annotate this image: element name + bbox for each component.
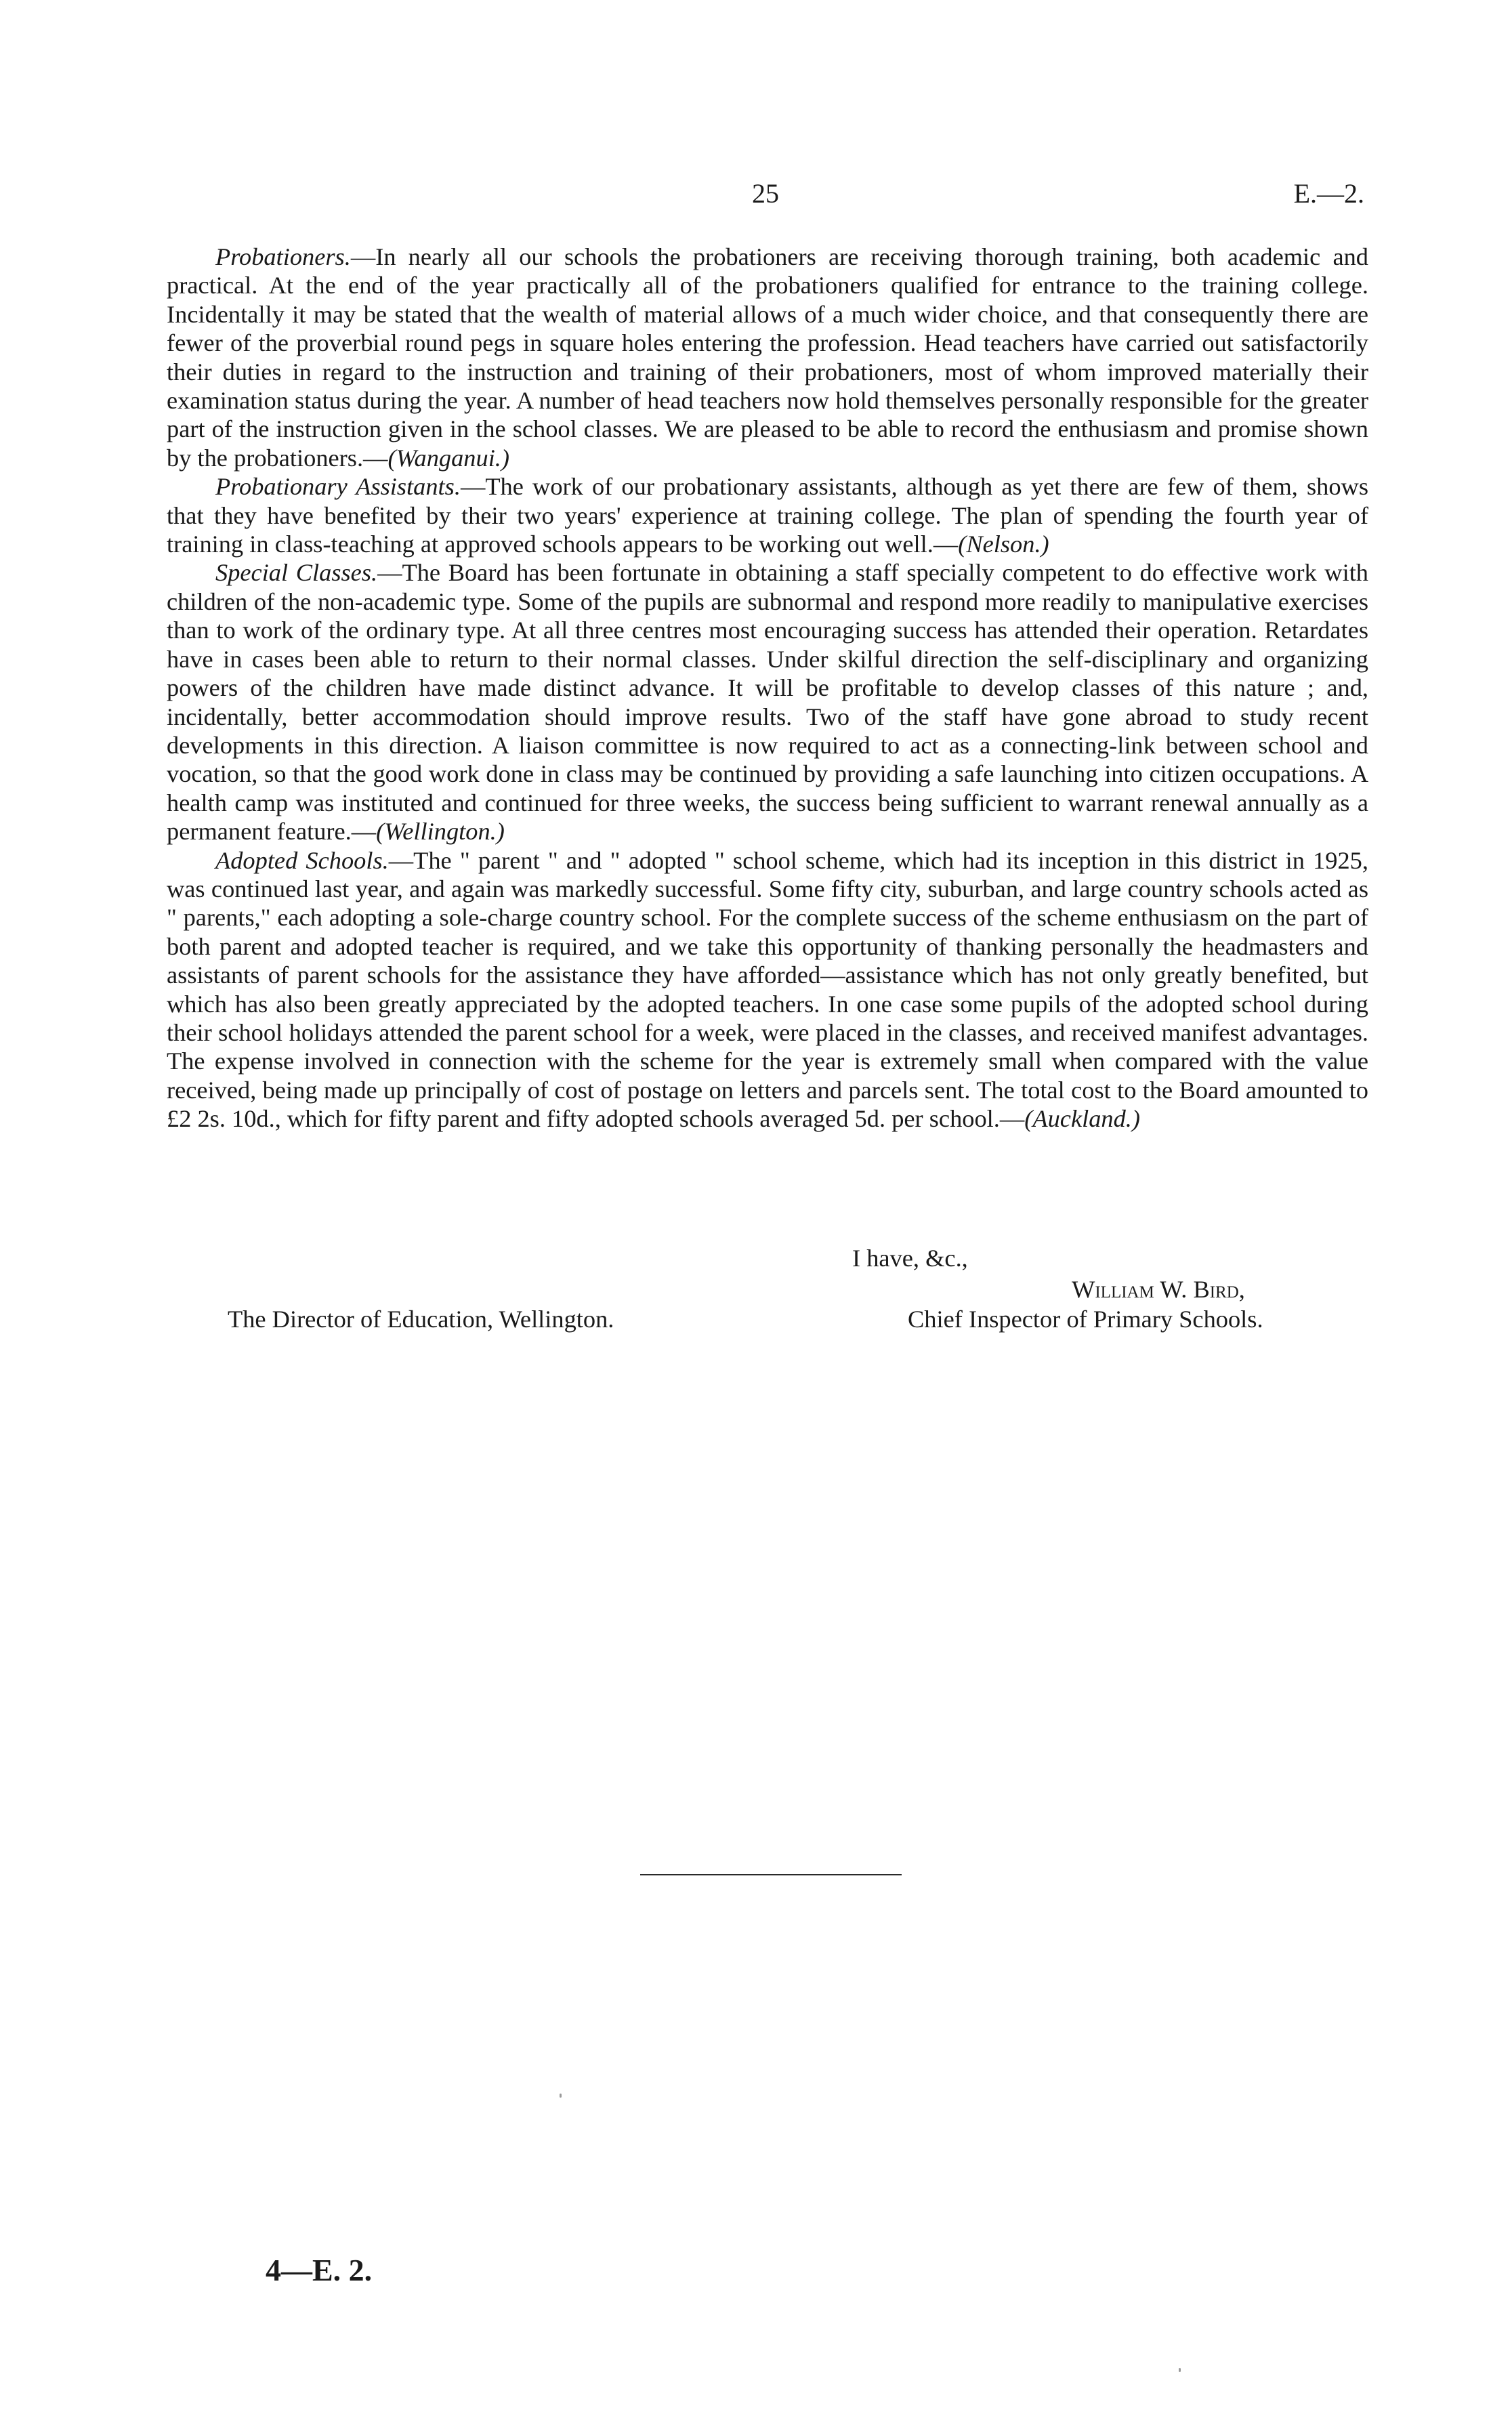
paragraph-source: (Wellington.) (376, 818, 505, 846)
paragraph-text: —The work of our probationary assistants, although as yet there are few of them, shows that they have benefited by their two years' experience at training college. The plan of spending the fourth year of training in class-teaching at approved schools appears to be working out well.— (167, 473, 1368, 558)
paragraph-source: (Nelson.) (958, 531, 1049, 558)
paragraph-source: (Auckland.) (1024, 1105, 1141, 1133)
scan-speck (1179, 2368, 1181, 2372)
paragraph-adopted-schools (167, 846, 1368, 1134)
scan-speck (560, 2094, 562, 2098)
paragraph-heading: Probationary Assistants. (215, 473, 461, 501)
paragraph-heading: Adopted Schools. (215, 846, 389, 874)
paragraph-special-classes (167, 558, 1368, 846)
paragraph-text: —The Board has been fortunate in obtaining a staff specially competent to do effective work with children of the non-academic type. Some of the pupils are subnormal and respond more readily to manipulative exercises than to work of the ordinary type. At all three centres most encouraging success has attended their operation. Retardates have in cases been able to return to their normal classes. Under skilful direction the self-disciplinary and organizing powers of the children have made distinct advance. It will be profitable to develop classes of this nature ; and, incidentally, better accommodation should improve results. Two of the staff have gone abroad to study recent developments in this direction. A liaison committee is now required to act as a connecting-link between school and vocation, so that the good work done in class may be continued by providing a safe launching into citizen occupations. A health camp was instituted and continued for three weeks, the success being sufficient to warrant renewal annually as a permanent feature.— (167, 559, 1369, 846)
paragraph-probationers (167, 243, 1368, 472)
series-mark: E.—2. (1293, 178, 1364, 209)
addressee: The Director of Education, Wellington. (228, 1306, 614, 1333)
report-body (167, 243, 1368, 1134)
paragraph-text: —The " parent " and " adopted " school scheme, which had its inception in this district in 1925, was continued last year, and again was markedly successful. Some fifty city, suburban, and large country schools acted as " parents," each adopting a sole-charge country school. For the complete success of the scheme enthusiasm on the part of both parent and adopted teacher is required, and we take this opportunity of thanking personally the headmasters and assistants of parent schools for the assistance they have afforded—assistance which has not only greatly benefited, but which has also been greatly appreciated by the adopted teachers. In one case some pupils of the adopted school during their school holidays attended the parent school for a week, were placed in the classes, and received manifest advantages. The expense involved in connection with the scheme for the year is extremely small when compared with the value received, being made up principally of cost of postage on letters and parcels sent. The total cost to the Board amounted to £2 2s. 10d., which for fifty parent and fifty adopted schools averaged 5d. per school.— (167, 846, 1368, 1133)
paragraph-heading: Special Classes. (215, 559, 378, 587)
paragraph-probationary-assistants (167, 472, 1368, 558)
paragraph-source: (Wanganui.) (387, 444, 510, 472)
paragraph-text: —In nearly all our schools the probationers are receiving thorough training, both academic and practical. At the end of the year practically all of the probationers qualified for entrance to the training college. Incidentally it may be stated that the wealth of material allows of a much wider choice, and that consequently there are fewer of the proverbial round pegs in square holes entering the profession. Head teachers have carried out satisfactorily their duties in regard to the instruction and training of their probationers, most of whom improved materially their examination status during the year. A number of head teachers now hold themselves personally responsible for the greater part of the instruction given in the school classes. We are pleased to be able to record the enthusiasm and promise shown by the probationers.— (167, 243, 1368, 472)
signer-title: Chief Inspector of Primary Schools. (908, 1306, 1263, 1333)
letter-closing: I have, &c., (852, 1245, 968, 1272)
section-divider (640, 1874, 902, 1875)
signer-name: William W. Bird, (1072, 1276, 1245, 1303)
paragraph-heading: Probationers. (215, 243, 351, 270)
footer-signature-mark: 4—E. 2. (266, 2253, 373, 2287)
page-number: 25 (752, 178, 779, 209)
